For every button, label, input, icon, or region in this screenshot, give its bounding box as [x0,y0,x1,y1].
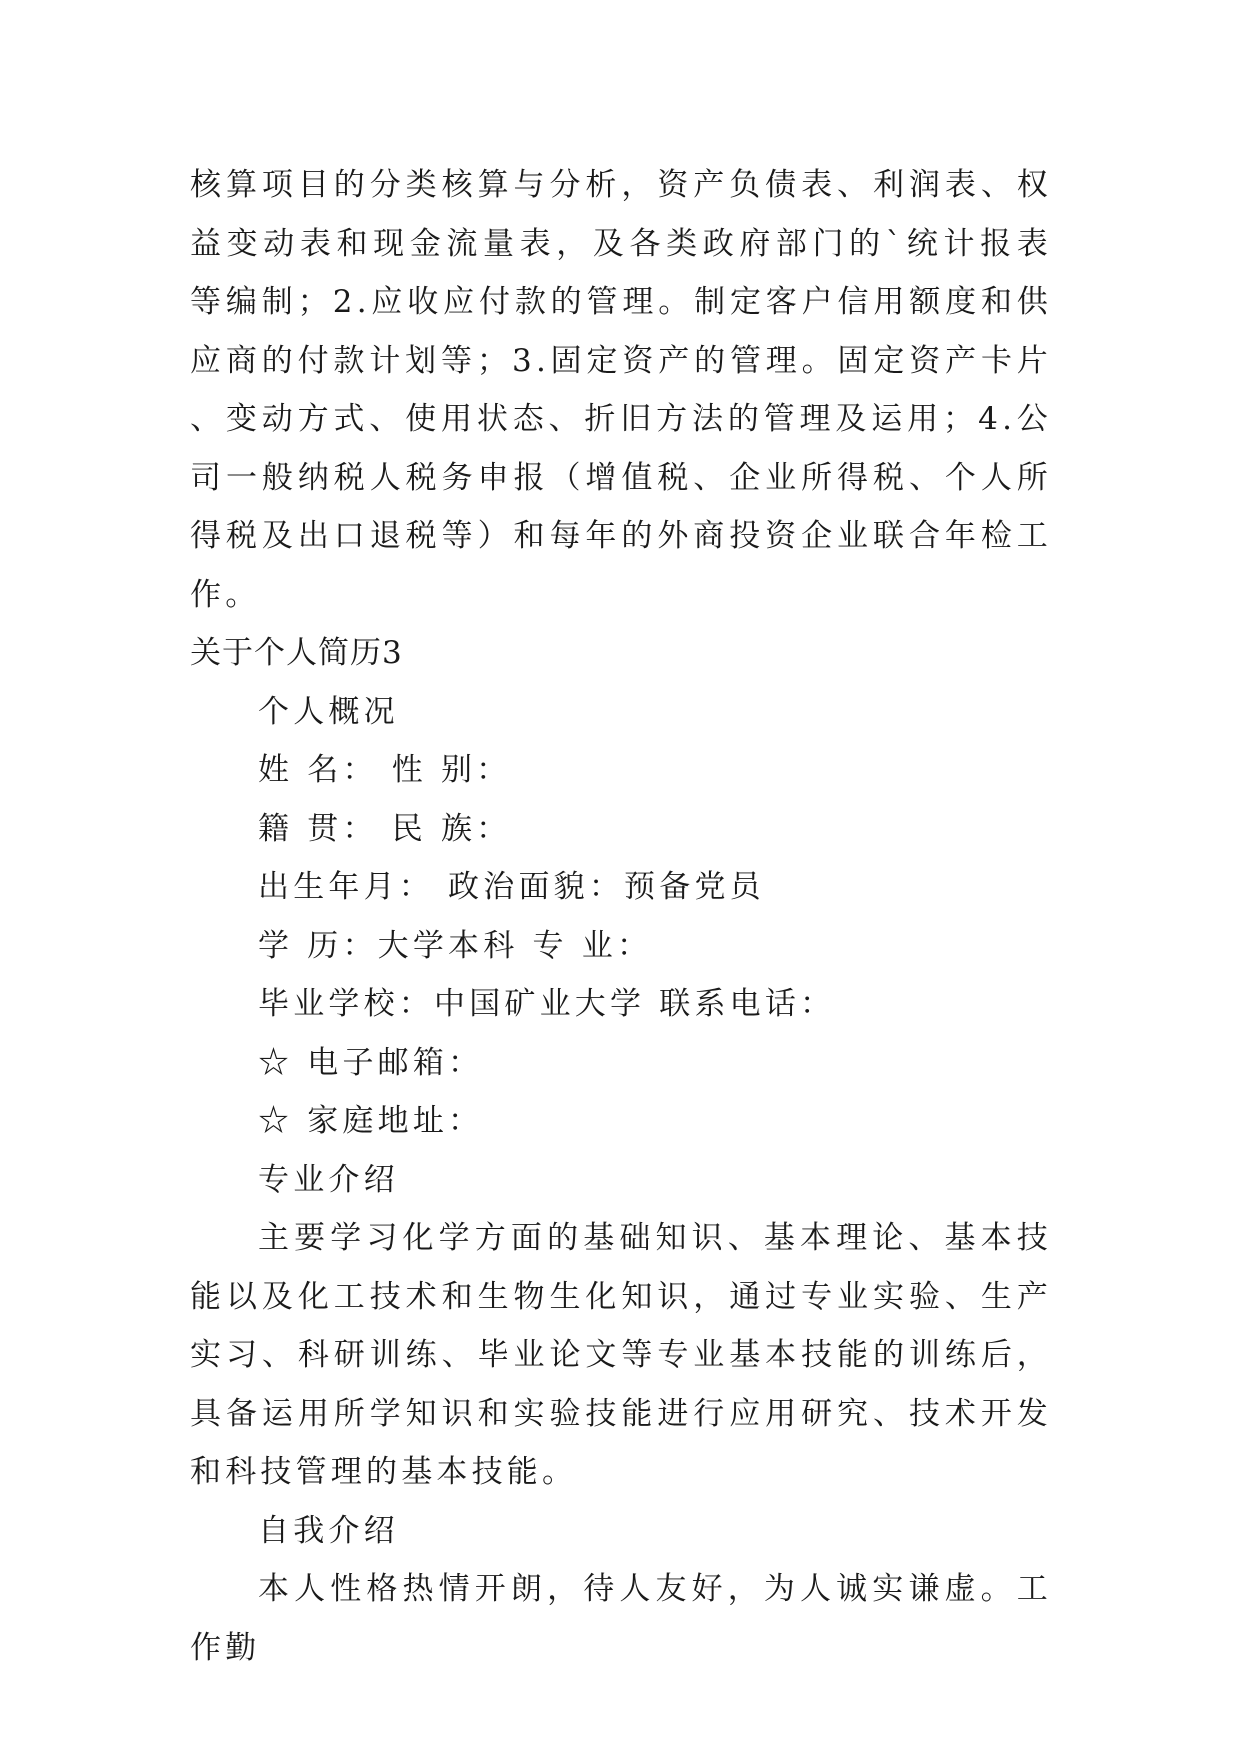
field-school-phone: 毕业学校：中国矿业大学 联系电话： [258,986,836,1022]
field-email: ☆ 电子邮箱： [258,1044,484,1081]
field-education-major: 学 历：大学本科 专 业： [258,927,653,964]
field-birth-political: 出生年月： 政治面貌：预备党员 [258,869,765,905]
document-page [190,156,1052,1677]
field-address: ☆ 家庭地址： [258,1103,484,1139]
field-name-gender: 姓 名： 性 别： [258,752,512,788]
self-intro-heading: 自我介绍 [258,1512,399,1549]
field-origin-ethnicity: 籍 贯： 民 族： [258,810,512,847]
self-intro-paragraph: 本人性格热情开朗，待人友好，为人诚实谦虚。工作勤 [190,1571,1052,1666]
personal-heading: 个人概况 [258,693,399,730]
major-heading: 专业介绍 [258,1161,399,1198]
intro-paragraph: 核算项目的分类核算与分析，资产负债表、利润表、权益变动表和现金流量表，及各类政府部门的`统计报表等编制；2.应收应付款的管理。制定客户信用额度和供应商的付款计划等；3.固定资产的管理。固定资产卡片、变动方式、使用状态、折旧方法的管理及运用；4.公司一般纳税人税务申报（增值税、企业所得税、个人所得税及出口退税等）和每年的外商投资企业联合年检工作。 [190,167,1052,613]
section-title: 关于个人简历3 [190,635,403,671]
major-paragraph: 主要学习化学方面的基础知识、基本理论、基本技能以及化工技术和生物生化知识，通过专业实验、生产实习、科研训练、毕业论文等专业基本技能的训练后，具备运用所学知识和实验技能进行应用研究、技术开发和科技管理的基本技能。 [190,1220,1052,1490]
